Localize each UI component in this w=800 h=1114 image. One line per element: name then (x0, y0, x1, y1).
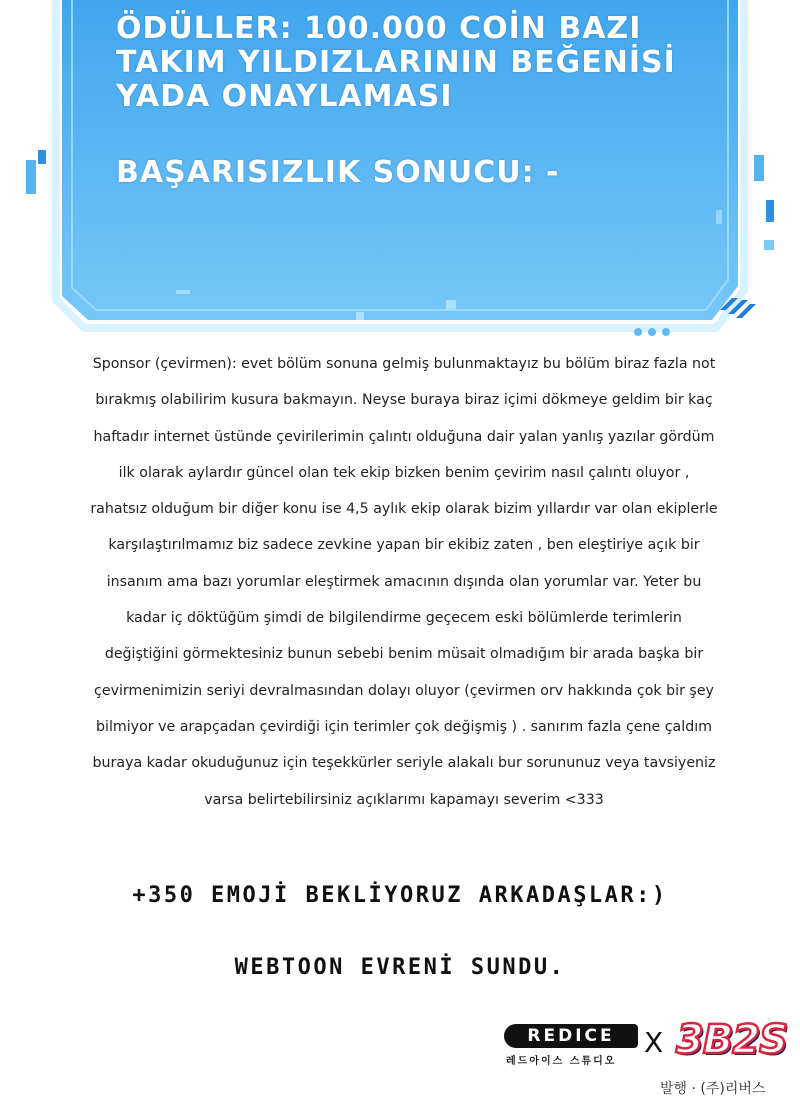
system-window-text (116, 12, 716, 190)
note-line: insanım ama bazı yorumlar eleştirmek amacının dışında olan yorumlar var. Yeter bu (106, 573, 702, 590)
note-line: varsa belirtebilirsiniz açıklarımı kapamayı severim <333 (204, 791, 604, 808)
note-line: bilmiyor ve arapçadan çevirdiği için terimler çok değişmiş ) . sanırım fazla çene çaldım (96, 718, 712, 735)
note-line: Sponsor (çevirmen): evet bölüm sonuna gelmiş bulunmaktayız bu bölüm biraz fazla not (92, 356, 716, 372)
failure-result-line: BAŞARISIZLIK SONUCU: - (116, 155, 560, 190)
note-line: ilk olarak aylardır güncel olan tek ekip bizken benim çevirim nasıl çalıntı oluyor , (118, 464, 690, 481)
redice-studio-logo: REDICE (504, 1024, 638, 1048)
note-line: karşılaştırılmamız biz sadece zevkine yapan bir ekibiz zaten , ben eleştiriye açık bir (108, 537, 700, 554)
publisher-credit: 발행 · (주)리버스 (660, 1081, 766, 1097)
3b2s-logo: 3B2S (676, 1017, 787, 1063)
reward-line: ÖDÜLLER: 100.000 COİN BAZI (116, 11, 642, 46)
emoji-request-line: +350 EMOJİ BEKLİYORUZ ARKADAŞLAR:) (132, 883, 668, 908)
note-line: haftadır internet üstünde çevirilerimin çalıntı olduğuna dair yalan yanlış yazılar gördüm (93, 428, 715, 445)
reward-line: TAKIM YILDIZLARININ BEĞENİSİ (116, 45, 676, 80)
note-line: buraya kadar okuduğunuz için teşekkürler seriyle alakalı bur sorununuz veya tavsiyeniz (92, 755, 716, 772)
reward-line: YADA ONAYLAMASI (116, 79, 453, 114)
note-line: çevirmenimizin seriyi devralmasından dolayı oluyor (çevirmen orv hakkında çok bir şey (94, 682, 714, 699)
note-line: bırakmış olabilirim kusura bakmayın. Neyse buraya biraz içimi dökmeye geldim bir kaç (95, 392, 713, 409)
redice-studio-subtitle: 레드아이스 스튜디오 (506, 1056, 617, 1067)
translator-note (48, 346, 760, 818)
note-line: rahatsız olduğum bir diğer konu ise 4,5 aylık ekip olarak bizim yıllardır var olan ekiplerle (90, 501, 718, 518)
note-line: kadar iç döktüğüm şimdi de bilgilendirme geçecem eski bölümlerde terimlerin (126, 610, 682, 627)
collaboration-cross: X (644, 1026, 664, 1059)
note-line: değiştiğini görmektesiniz bunun sebebi benim müsait olmadığım bir arada başka bir (104, 646, 704, 663)
presented-by-line: WEBTOON EVRENİ SUNDU. (234, 955, 566, 980)
system-window (26, 0, 774, 338)
